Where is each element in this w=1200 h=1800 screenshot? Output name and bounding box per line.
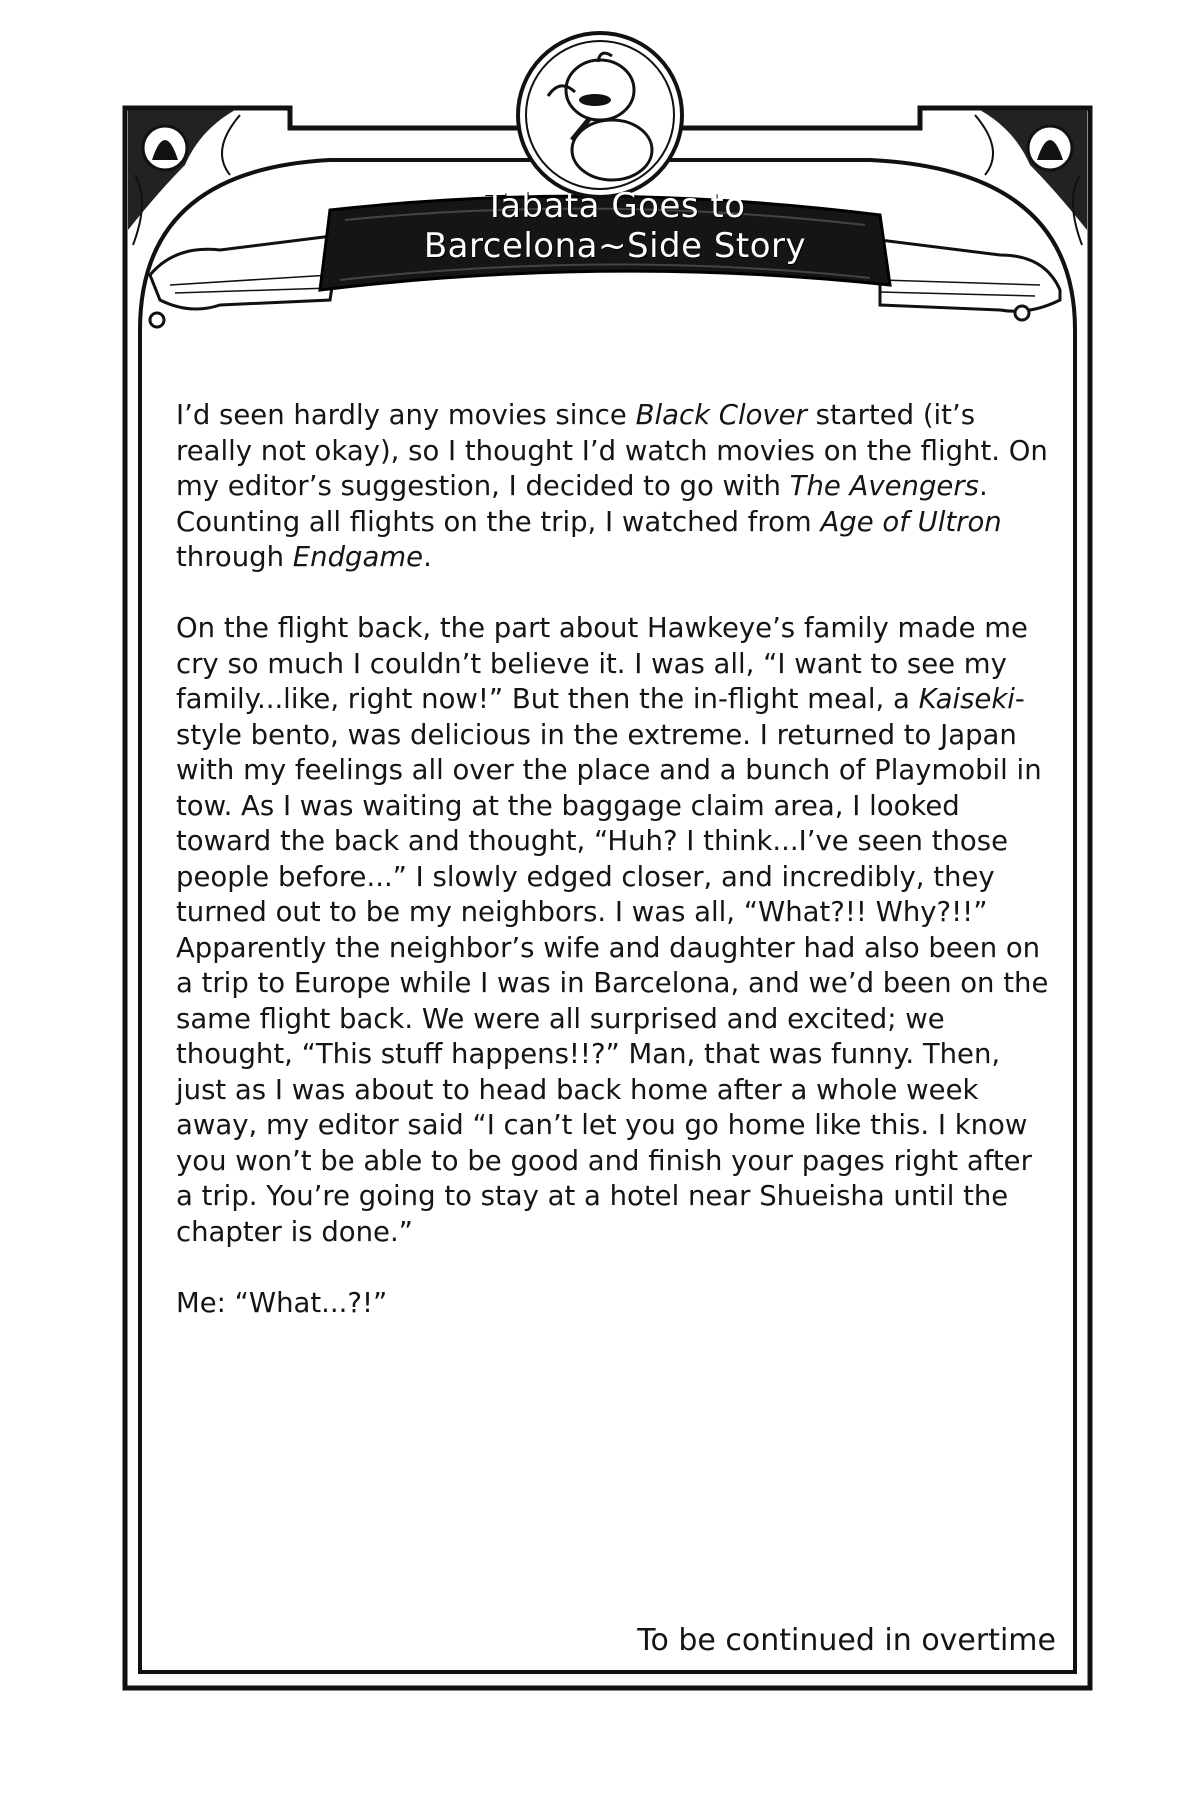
corner-ornament-left (128, 110, 240, 245)
title-reference: The Avengers (789, 470, 979, 502)
title-reference: Endgame (292, 541, 424, 573)
text-run: Me: “What...?!” (176, 1286, 388, 1319)
paragraph-3 (176, 1286, 1056, 1322)
title-reference: Black Clover (635, 399, 807, 431)
page-title (380, 186, 850, 266)
title-line-2: Barcelona~Side Story (423, 226, 807, 266)
text-run: On the flight back, the part about Hawkeye’s family made me cry so much I couldn’t believe it. I was all, “I want to see my family...like, right now!” But then the in-flight meal, a (176, 612, 1028, 715)
text-run: through (176, 541, 293, 573)
text-run: -style bento, was delicious in the extreme. I returned to Japan with my feelings all over the place and a bunch of Playmobil in tow. As I was waiting at the baggage claim area, I looked toward the back and thought, “Huh? I think...I’ve seen those people before...” I slowly edged closer, and incredibly, they turned out to be my neighbors. I was all, “What?!! Why?!!” Apparently the neighbor’s wife and daughter had also been on a trip to Europe while I was in Barcelona, and we’d been on the same flight back. We were all surprised and excited; we thought, “This stuff happens!!?” Man, that was funny. Then, just as I was about to head back home after a whole week away, my editor said “I can’t let you go home like this. I know you won’t be able to be good and finish your pages right after a trip. You’re going to stay at a hotel near Shueisha until the chapter is done.” (176, 683, 1049, 1248)
text-run: . (423, 541, 432, 573)
story-body (176, 398, 1056, 1357)
medallion (518, 33, 682, 197)
text-run: started (it’s really not okay), so I thought I’d watch movies on the flight. On my editor’s suggestion, I decided to go with (176, 399, 1048, 502)
title-reference: Kaiseki (918, 683, 1015, 715)
text-run: I’d seen hardly any movies since (176, 399, 636, 431)
title-line-1: Tabata Goes to (484, 186, 746, 226)
text-run: . Counting all flights on the trip, I watched from (176, 470, 988, 538)
continued-note: To be continued in overtime (637, 1623, 1056, 1658)
corner-ornament-right (975, 110, 1087, 245)
paragraph-2 (176, 611, 1056, 1250)
paragraph-1 (176, 398, 1056, 576)
title-reference: Age of Ultron (820, 505, 1002, 538)
